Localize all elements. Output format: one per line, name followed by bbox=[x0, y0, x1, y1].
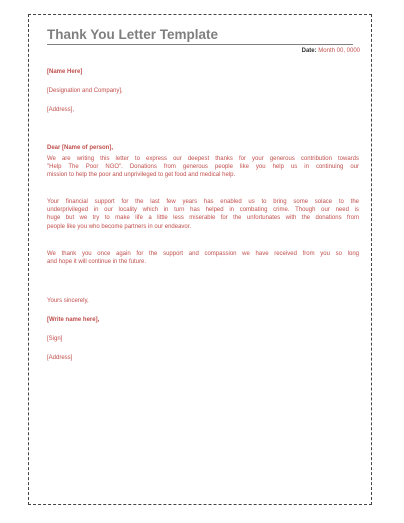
paragraph-line: We thank you once again for the support and compassion we have received from you so long bbox=[47, 251, 359, 257]
date-value: Month 00, 0000 bbox=[318, 48, 360, 54]
signature-address: [Address] bbox=[47, 355, 73, 361]
signature-sign: [Sign] bbox=[47, 336, 63, 342]
paragraph-line: We are writing this letter to express our deepest thanks for your generous contribution towards bbox=[47, 156, 359, 162]
sender-address: [Address], bbox=[47, 107, 75, 113]
sender-designation: [Designation and Company], bbox=[47, 88, 123, 94]
body-paragraph-3 bbox=[47, 250, 359, 266]
paragraph-line: huge but we try to make life a little less miserable for the unfortunates with the donations from bbox=[47, 215, 359, 222]
paragraph-line: Your financial support for the last few years has enabled us to bring some solace to the bbox=[47, 199, 359, 205]
paragraph-line: people like you who become partners in our endeavor. bbox=[47, 223, 192, 230]
paragraph-line: mission to help the poor and unprivileged to get food and medical help. bbox=[47, 172, 236, 179]
body-paragraph-2 bbox=[47, 198, 359, 231]
document-title: Thank You Letter Template bbox=[47, 27, 353, 45]
salutation: Dear [Name of person], bbox=[47, 145, 114, 151]
sender-name: [Name Here] bbox=[47, 69, 83, 75]
closing: Yours sincerely, bbox=[47, 298, 89, 304]
date-label: Date: bbox=[301, 48, 317, 54]
paragraph-line: and hope it will continue in the future. bbox=[47, 259, 147, 266]
paragraph-line: underprivileged in our locality which in turn has helped in combating crime. Though our need is bbox=[47, 207, 359, 214]
body-paragraph-1 bbox=[47, 155, 359, 180]
date-line bbox=[302, 47, 360, 55]
signature-name: [Write name here], bbox=[47, 317, 100, 323]
paragraph-line: "Help The Poor NGO". Donations from generous people like you help us in continuing our bbox=[47, 164, 359, 171]
